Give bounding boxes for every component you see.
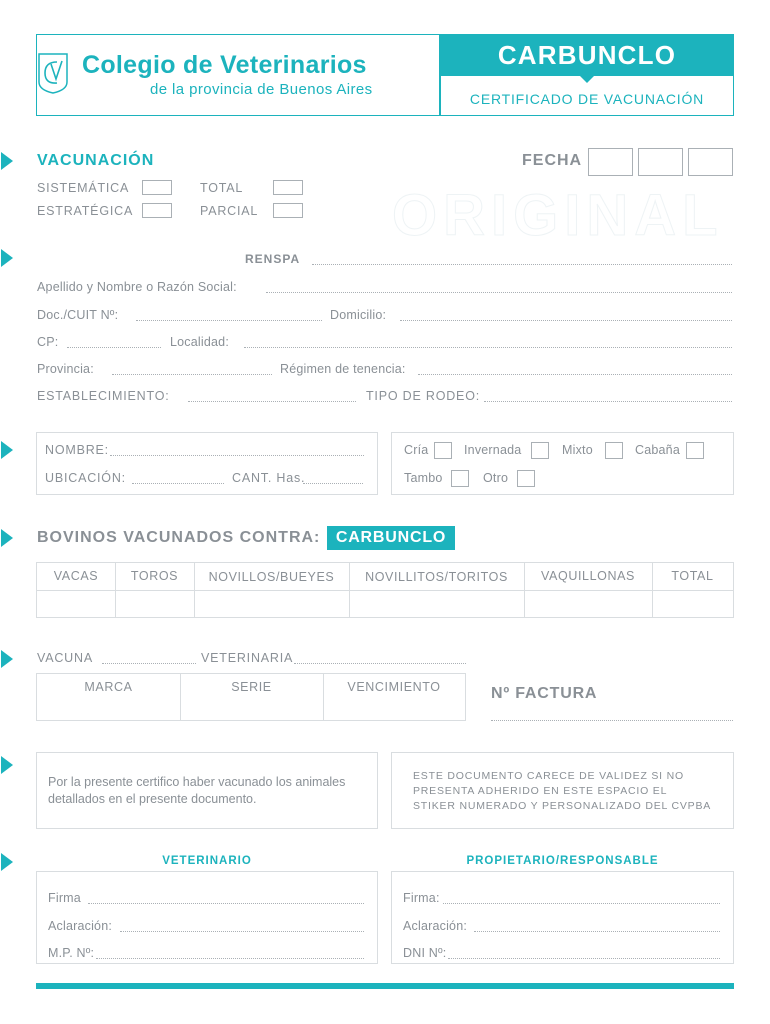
ubicacion-label: UBICACIÓN: [45,471,126,485]
document-subtitle: CERTIFICADO DE VACUNACIÓN [469,91,705,107]
vaquillonas-input[interactable] [525,591,651,617]
veterinaria-label: VETERINARIA [201,651,294,665]
estrategica-checkbox[interactable] [142,203,172,218]
invernada-checkbox[interactable] [531,442,549,459]
firma-vet-field[interactable] [88,903,364,904]
renspa-field[interactable] [312,264,732,265]
cabana-label: Cabaña [635,443,680,457]
column-header-vacas: VACAS [53,569,99,583]
domicilio-field[interactable] [400,320,732,321]
document-title: CARBUNCLO [497,40,677,70]
renspa-label: RENSPA [245,252,301,266]
establecimiento-label: ESTABLECIMIENTO: [37,389,170,403]
doc-label: Doc./CUIT Nº: [37,308,119,322]
total-input[interactable] [653,591,732,617]
doc-field[interactable] [136,320,322,321]
cria-label: Cría [404,443,429,457]
propietario-heading: PROPIETARIO/RESPONSABLE [466,855,659,867]
establecimiento-field[interactable] [188,401,356,402]
parcial-checkbox[interactable] [273,203,303,218]
dni-label: DNI Nº: [403,946,447,960]
column-header-serie: SERIE [231,680,272,694]
aclaracion-vet-field[interactable] [120,931,364,932]
watermark: ORIGINAL [392,183,724,248]
firma-prop-label: Firma: [403,891,440,905]
tambo-label: Tambo [404,471,443,485]
column-header-novillos: NOVILLOS/BUEYES [208,570,335,584]
total-checkbox[interactable] [273,180,303,195]
fecha-day-field[interactable] [588,148,633,176]
total-label: TOTAL [200,181,244,195]
carbunclo-badge: CARBUNCLO [327,526,455,550]
vacuna-label: VACUNA [37,651,93,665]
invernada-label: Invernada [464,443,522,457]
column-header-novillitos: NOVILLITOS/TORITOS [365,570,508,584]
column-header-vaquillonas: VAQUILLONAS [541,569,635,583]
firma-prop-field[interactable] [443,903,720,904]
otro-label: Otro [483,471,509,485]
provincia-label: Provincia: [37,362,94,376]
tipo-rodeo-field[interactable] [484,401,732,402]
aclaracion-vet-label: Aclaración: [48,919,113,933]
nombre-label: NOMBRE: [45,443,109,457]
serie-input[interactable] [182,696,321,718]
cant-has-field[interactable] [303,483,363,484]
apellido-label: Apellido y Nombre o Razón Social: [37,280,237,294]
cabana-checkbox[interactable] [686,442,704,459]
fecha-year-field[interactable] [688,148,733,176]
cria-checkbox[interactable] [434,442,452,459]
nombre-field[interactable] [110,455,364,456]
dni-field[interactable] [448,958,720,959]
fecha-month-field[interactable] [638,148,683,176]
cant-has-label: CANT. Has. [232,471,306,485]
mp-label: M.P. Nº: [48,946,95,960]
org-subtitle: de la provincia de Buenos Aires [150,81,373,98]
column-header-marca: MARCA [84,680,133,694]
marca-input[interactable] [39,696,178,718]
footer-bar [36,983,734,989]
bovinos-heading: BOVINOS VACUNADOS CONTRA: [37,529,321,546]
cp-label: CP: [37,335,59,349]
toros-input[interactable] [116,591,193,617]
sistematica-checkbox[interactable] [142,180,172,195]
tambo-checkbox[interactable] [451,470,469,487]
section-marker-icon [1,756,13,774]
regimen-label: Régimen de tenencia: [280,362,406,376]
vacas-input[interactable] [38,591,114,617]
section-marker-icon [1,152,13,170]
novillos-input[interactable] [195,591,348,617]
sticker-notice: ESTE DOCUMENTO CARECE DE VALIDEZ SI NO PRESENTA ADHERIDO EN ESTE ESPACIO EL STIKER NUMERADO Y PERSONALIZADO DEL CVPBA [413,770,712,812]
fecha-label: FECHA [522,152,583,169]
otro-checkbox[interactable] [517,470,535,487]
localidad-label: Localidad: [170,335,229,349]
section-marker-icon [1,529,13,547]
factura-field[interactable] [491,720,733,721]
estrategica-label: ESTRATÉGICA [37,204,134,218]
vacuna-table [36,673,466,721]
certifico-text: Por la presente certifico haber vacunado los animales detallados en el presente documento. [48,775,346,806]
header-divider [439,34,441,116]
mixto-checkbox[interactable] [605,442,623,459]
novillitos-input[interactable] [350,591,523,617]
veterinaria-field[interactable] [294,663,466,664]
vacunacion-heading: VACUNACIÓN [37,152,155,169]
regimen-field[interactable] [418,374,732,375]
section-marker-icon [1,853,13,871]
parcial-label: PARCIAL [200,204,259,218]
mixto-label: Mixto [562,443,593,457]
apellido-field[interactable] [266,292,732,293]
firma-vet-label: Firma [48,891,81,905]
section-marker-icon [1,441,13,459]
vencimiento-input[interactable] [325,696,463,718]
mp-field[interactable] [96,958,364,959]
domicilio-label: Domicilio: [330,308,387,322]
aclaracion-prop-field[interactable] [474,931,720,932]
column-header-vencimiento: VENCIMIENTO [347,680,441,694]
aclaracion-prop-label: Aclaración: [403,919,468,933]
tipo-rodeo-label: TIPO DE RODEO: [366,389,480,403]
vacuna-field[interactable] [102,663,196,664]
column-header-toros: TOROS [130,569,179,583]
ubicacion-field[interactable] [132,483,224,484]
cp-field[interactable] [67,347,161,348]
section-marker-icon [1,650,13,668]
logo-icon [37,52,69,94]
sistematica-label: SISTEMÁTICA [37,181,130,195]
section-marker-icon [1,249,13,267]
title-banner-notch [579,75,595,83]
provincia-field[interactable] [112,374,272,375]
bovinos-table [36,562,734,618]
veterinario-heading: VETERINARIO [162,855,252,867]
column-header-total: TOTAL [671,569,714,583]
establecimiento-box [36,432,378,495]
factura-label: Nº FACTURA [491,685,598,702]
org-name: Colegio de Veterinarios [82,51,367,79]
localidad-field[interactable] [244,347,732,348]
